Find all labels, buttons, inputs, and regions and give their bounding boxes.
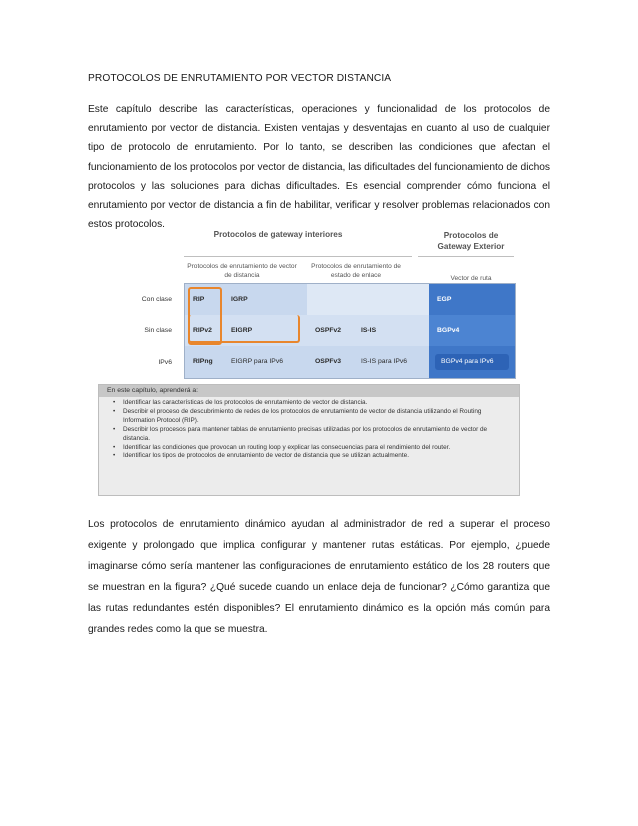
path-vector-subheading: Vector de ruta: [450, 275, 492, 282]
dynamic-routing-paragraph: Los protocolos de enrutamiento dinámico ayudan al administrador de red a superar el proceso exigente y prolongado que implica configurar y mantener rutas estáticas. Por ejemplo, ¿puede imaginarse cómo sería mantener las configuraciones de enrutamiento estático de los 28 routers que se muestran en la figura? ¿Qué sucede cuando un enlace deja de funcionar? ¿Cómo garantiza que las rutas redundantes estén disponibles? El enrutamiento dinámico es la opción más común para grandes redes como la que se muestra.: [88, 519, 550, 635]
cell-eigrp-ipv6: EIGRP para IPv6: [231, 358, 284, 365]
cell-ripng: RIPng: [193, 358, 213, 365]
cell-bgpv4-ipv6: BGPv4 para IPv6: [441, 358, 494, 365]
row-label-classful: Con clase: [141, 296, 172, 303]
cell-egp: EGP: [437, 296, 452, 303]
list-item: • Identificar las características de los protocolos de enrutamiento de vector de distancia.: [111, 399, 507, 408]
exterior-gateway-heading: Protocolos de Gateway Exterior: [437, 231, 505, 251]
cell-classful-ls: [307, 284, 429, 315]
list-item: • Identificar los tipos de protocolos de enrutamiento de vector de distancia que se utilizan actualmente.: [111, 452, 507, 461]
exterior-divider: [418, 256, 514, 257]
interior-gateway-heading: Protocolos de gateway interiores: [213, 230, 343, 239]
distance-vector-subheading: Protocolos de enrutamiento de vector de distancia: [187, 263, 297, 279]
chapter-objectives-heading: En este capítulo, aprenderá a:: [99, 385, 519, 397]
cell-isis: IS-IS: [361, 327, 377, 334]
link-state-subheading: Protocolos de enrutamiento de estado de enlace: [311, 263, 401, 279]
list-item: • Describir los procesos para mantener tablas de enrutamiento precisas utilizadas por los protocolos de enrutamiento de vector de distancia.: [111, 426, 507, 444]
list-item: • Identificar las condiciones que provocan un routing loop y explicar las consecuencias para el rendimiento del router.: [111, 444, 507, 453]
document-title: PROTOCOLOS DE ENRUTAMIENTO POR VECTOR DISTANCIA: [88, 73, 392, 84]
cell-isis-ipv6: IS-IS para IPv6: [361, 358, 408, 365]
cell-bgpv4: BGPv4: [437, 327, 460, 334]
cell-ripv2: RIPv2: [193, 327, 212, 334]
cell-ospfv3: OSPFv3: [315, 358, 342, 365]
row-label-classless: Sin clase: [144, 327, 172, 334]
chapter-objectives-box: [98, 384, 520, 496]
cell-igrp: IGRP: [231, 296, 248, 303]
cell-ospfv2: OSPFv2: [315, 327, 342, 334]
cell-eigrp: EIGRP: [231, 327, 253, 334]
protocol-grid: [184, 283, 516, 379]
cell-rip: RIP: [193, 296, 205, 303]
chapter-objectives-list: [111, 399, 507, 461]
interior-divider: [184, 256, 412, 257]
list-item: • Describir el proceso de descubrimiento de redes de los protocolos de enrutamiento de vector de distancia utilizando el Routing Information Protocol (RIP).: [111, 408, 507, 426]
intro-paragraph: Este capítulo describe las características, operaciones y funcionalidad de los protocolos de enrutamiento por vector de distancia. Existen ventajas y desventajas en cuanto al uso de cualquier tipo de protocolo de enrutamiento. Por lo tanto, se describen las condiciones que afectan el funcionamiento de los protocolos por vector de distancia, las dificultades del funcionamiento de dichos protocolos y las soluciones para dichas dificultades. Es esencial comprender cómo funciona el enrutamiento por vector de distancia a fin de habilitar, verificar y resolver problemas relacionados con estos protocolos.: [88, 104, 550, 231]
routing-protocols-figure: [98, 224, 520, 496]
row-label-ipv6: IPv6: [158, 359, 172, 366]
